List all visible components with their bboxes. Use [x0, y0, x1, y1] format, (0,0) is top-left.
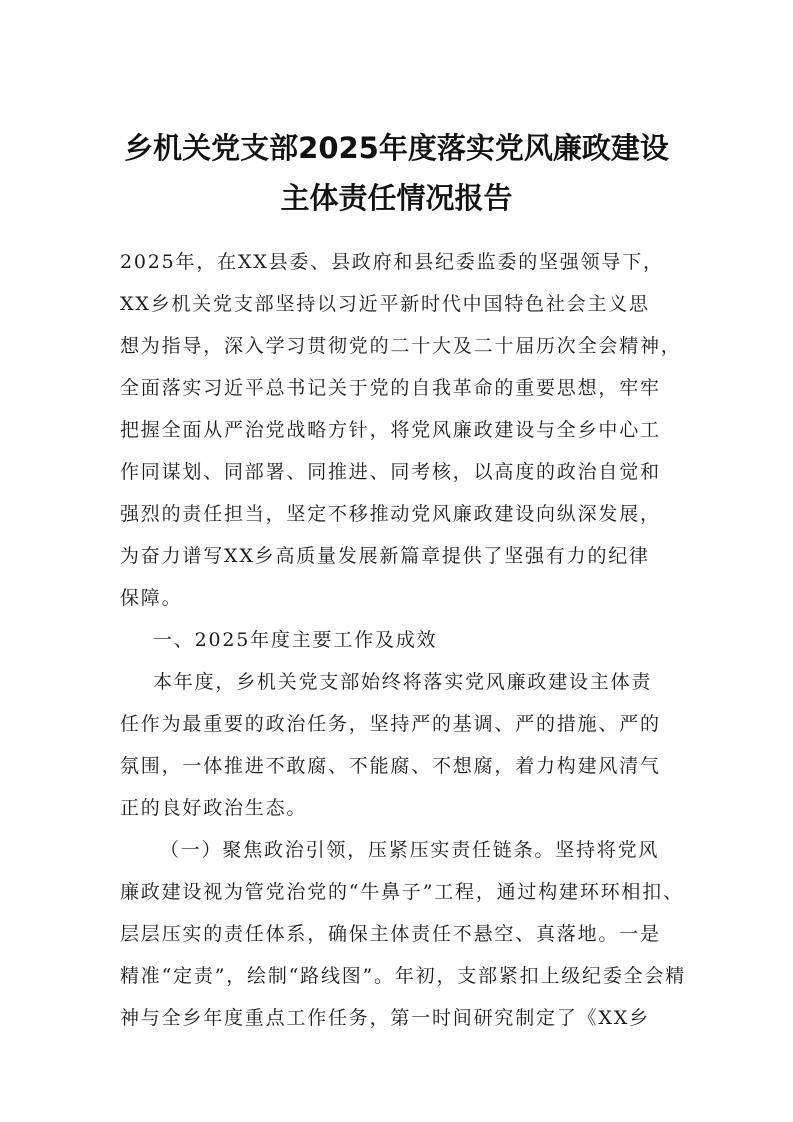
- report-title-line-1: 乡机关党支部2025年度落实党风廉政建设: [124, 131, 669, 165]
- subsection-line: 廉政建设视为管党治党的“牛鼻子”工程，通过构建环环相扣、: [120, 881, 684, 903]
- subsection-line: 精准“定责”，绘制“路线图”。年初，支部紧扣上级纪委全会精: [120, 965, 687, 987]
- intro-line: 强烈的责任担当，坚定不移推动党风廉政建设向纵深发展，: [120, 503, 661, 525]
- intro-line: 把握全面从严治党战略方针，将党风廉政建设与全乡中心工: [120, 419, 661, 441]
- section-body-line: 本年度，乡机关党支部始终将落实党风廉政建设主体责: [153, 671, 653, 693]
- intro-line: XX乡机关党支部坚持以习近平新时代中国特色社会主义思: [120, 293, 650, 315]
- intro-line: 全面落实习近平总书记关于党的自我革命的重要思想，牢牢: [120, 377, 661, 399]
- subsection-line: 神与全乡年度重点工作任务，第一时间研究制定了《XX乡: [120, 1007, 650, 1029]
- report-title-line-2: 主体责任情况报告: [280, 181, 513, 215]
- section-body-line: 任作为最重要的政治任务，坚持严的基调、严的措施、严的: [120, 713, 661, 735]
- section-heading: 一、2025年度主要工作及成效: [153, 629, 438, 651]
- subsection-line: 层层压实的责任体系，确保主体责任不悬空、真落地。一是: [120, 923, 661, 945]
- intro-line: 想为指导，深入学习贯彻党的二十大及二十届历次全会精神，: [120, 335, 682, 357]
- section-body-line: 氛围，一体推进不敢腐、不能腐、不想腐，着力构建风清气: [120, 755, 661, 777]
- section-body-line: 正的良好政治生态。: [120, 797, 308, 819]
- intro-line: 作同谋划、同部署、同推进、同考核，以高度的政治自觉和: [120, 461, 661, 483]
- intro-line: 2025年，在XX县委、县政府和县纪委监委的坚强领导下，: [120, 251, 664, 273]
- subsection-line: （一）聚焦政治引领，压紧压实责任链条。坚持将党风: [160, 839, 660, 861]
- intro-line: 为奋力谱写XX乡高质量发展新篇章提供了坚强有力的纪律: [120, 545, 650, 567]
- intro-line: 保障。: [120, 587, 183, 609]
